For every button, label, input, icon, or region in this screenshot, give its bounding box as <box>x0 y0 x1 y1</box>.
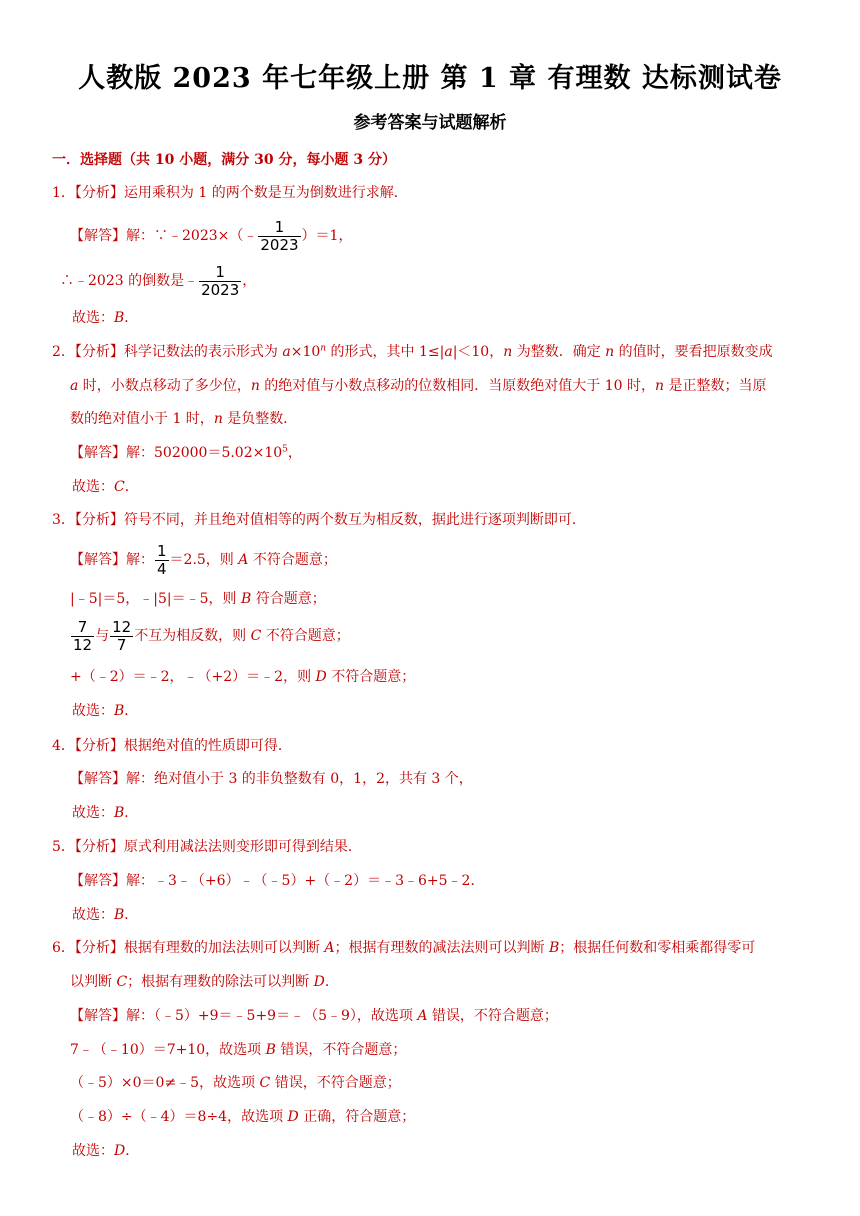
q3-analysis: 3．【分析】符号不同，并且绝对值相等的两个数互为相反数，据此进行逐项判断即可． <box>52 512 586 528</box>
text: 是正整数；当原 <box>664 378 767 394</box>
denominator: 2023 <box>201 280 240 299</box>
text: ． <box>124 703 139 719</box>
fraction <box>258 219 300 254</box>
text: 7﹣（﹣10）＝7+10，故选项 <box>70 1042 266 1058</box>
text: ． <box>124 479 139 495</box>
text: ． <box>124 805 139 821</box>
q4-choice <box>72 803 138 823</box>
denominator: 12 <box>73 635 93 654</box>
text: 6．【分析】根据有理数的加法法则可以判断 <box>52 940 325 956</box>
page-subtitle: 参考答案与试题解析 <box>353 113 507 133</box>
q2-analysis-line3 <box>70 409 297 429</box>
denominator: 2023 <box>260 235 299 254</box>
q2-analysis-line1 <box>52 342 773 362</box>
text: 时，小数点移动了多少位， <box>78 378 251 394</box>
text: 2．【分析】科学记数法的表示形式为 <box>52 344 283 360</box>
text: 故选： <box>72 1143 114 1159</box>
text: （﹣8）÷（﹣4）＝8÷4，故选项 <box>70 1109 288 1125</box>
fraction <box>110 619 133 654</box>
var: B <box>240 591 252 607</box>
var: C <box>259 1075 271 1091</box>
text: 的绝对值与小数点移动的位数相同．当原数绝对值大于 10 时， <box>259 378 656 394</box>
text: 【解答】解： <box>70 552 154 568</box>
choice-letter: B <box>114 703 125 719</box>
q5-answer: 【解答】解：﹣3﹣（+6）﹣（﹣5）+（﹣2）＝﹣3﹣6+5﹣2． <box>70 873 485 889</box>
text: 错误，不符合题意； <box>270 1075 401 1091</box>
page-title: 人教版 2023 年七年级上册 第 1 章 有理数 达标测试卷 <box>78 63 782 94</box>
q4-answer: 【解答】解：绝对值小于 3 的非负整数有 0，1，2，共有 3 个， <box>70 771 473 787</box>
q2-answer <box>70 443 302 463</box>
var: a <box>444 344 453 360</box>
var: A <box>238 552 249 568</box>
text: ；根据有理数的减法法则可以判断 <box>334 940 549 956</box>
denominator: 4 <box>157 559 167 578</box>
var: B <box>265 1042 276 1058</box>
q6-answer-line2 <box>70 1040 406 1060</box>
var: D <box>315 669 327 685</box>
q1-choice <box>72 308 138 328</box>
q1-answer-line1 <box>70 217 352 255</box>
text: ． <box>125 1143 140 1159</box>
text: 故选： <box>72 310 114 326</box>
text: ， <box>242 273 257 289</box>
q3-choice <box>72 701 138 721</box>
text: ． <box>124 310 139 326</box>
var: n <box>213 411 223 427</box>
text: ∴﹣2023 的倒数是﹣ <box>60 273 199 289</box>
superscript: 5 <box>282 444 288 455</box>
text: 不符合题意； <box>248 552 337 568</box>
q2-analysis-line2 <box>70 376 767 396</box>
text: 故选： <box>72 907 114 923</box>
q4-analysis: 4．【分析】根据绝对值的性质即可得． <box>52 738 292 754</box>
q3-answer-line1 <box>70 541 337 579</box>
text: ＝2.5，则 <box>169 552 239 568</box>
text: 与 <box>95 628 110 644</box>
numerator: 7 <box>71 619 94 637</box>
text: 的形式，其中 1≤| <box>326 344 445 360</box>
text: 【解答】解：∵﹣2023×（﹣ <box>70 228 258 244</box>
q1-answer-line2 <box>60 262 256 300</box>
text: （﹣5）×0＝0≠﹣5，故选项 <box>70 1075 260 1091</box>
q6-answer-line3 <box>70 1073 401 1093</box>
text: 数的绝对值小于 1 时， <box>70 411 214 427</box>
fraction <box>155 543 169 578</box>
text: ；根据任何数和零相乘都得零可 <box>559 940 756 956</box>
q5-analysis: 5．【分析】原式利用减法法则变形即可得到结果． <box>52 839 362 855</box>
q3-answer-line2 <box>70 589 326 609</box>
var: n <box>250 378 260 394</box>
q1-analysis: 1．【分析】运用乘积为 1 的两个数是互为倒数进行求解． <box>52 185 408 201</box>
text: 故选： <box>72 703 114 719</box>
text: 错误，不符合题意； <box>275 1042 407 1058</box>
text: 是负整数． <box>222 411 298 427</box>
q3-answer-line4 <box>70 667 415 687</box>
q6-analysis-line1 <box>52 938 755 958</box>
text: |﹣5|＝5，﹣|5|＝﹣5，则 <box>70 591 241 607</box>
q6-answer-line1 <box>70 1006 558 1026</box>
text: 不符合题意； <box>326 669 416 685</box>
text: 以判断 <box>70 974 117 990</box>
text: 不互为相反数，则 <box>134 628 251 644</box>
text: +（﹣2）＝﹣2，﹣（+2）＝﹣2，则 <box>70 669 316 685</box>
text: ×10 <box>290 344 321 360</box>
q3-answer-line3 <box>70 617 350 655</box>
numerator: 1 <box>258 219 300 237</box>
choice-letter: B <box>114 310 125 326</box>
numerator: 1 <box>157 541 167 560</box>
text: 错误，不符合题意； <box>427 1008 558 1024</box>
text: ． <box>124 907 139 923</box>
var: C <box>116 974 128 990</box>
var: a <box>282 344 291 360</box>
text: 正确，符合题意； <box>298 1109 416 1125</box>
text: 为整数．确定 <box>512 344 606 360</box>
text: ， <box>287 445 302 461</box>
text: 【解答】解：502000＝5.02×10 <box>70 445 283 461</box>
choice-letter: C <box>114 479 125 495</box>
var: A <box>417 1008 428 1024</box>
q6-answer-line4 <box>70 1107 415 1127</box>
q6-analysis-line2 <box>70 972 339 992</box>
choice-letter: B <box>114 805 125 821</box>
var: A <box>324 940 335 956</box>
fraction <box>71 619 94 654</box>
superscript: n <box>320 343 327 354</box>
q6-choice <box>72 1141 139 1161</box>
text: 符合题意； <box>251 591 326 607</box>
text: ；根据有理数的除法可以判断 <box>127 974 314 990</box>
fraction <box>199 264 241 299</box>
numerator: 12 <box>112 617 132 636</box>
text: ． <box>324 974 339 990</box>
text: 不符合题意； <box>261 628 350 644</box>
var: C <box>250 628 262 644</box>
text: 【解答】解：（﹣5）+9＝﹣5+9＝﹣（5﹣9），故选项 <box>70 1008 418 1024</box>
choice-letter: B <box>114 907 125 923</box>
text: ）＝1， <box>301 228 353 244</box>
numerator: 1 <box>199 264 241 282</box>
var: n <box>503 344 513 360</box>
choice-letter: D <box>114 1143 126 1159</box>
var: B <box>548 940 560 956</box>
q5-choice <box>72 905 138 925</box>
var: a <box>70 378 79 394</box>
denominator: 7 <box>116 635 127 654</box>
section-heading: 一．选择题（共 10 小题，满分 30 分，每小题 3 分） <box>52 152 396 168</box>
var: D <box>313 974 325 990</box>
q2-choice <box>72 477 139 497</box>
text: 的值时，要看把原数变成 <box>614 344 773 360</box>
var: n <box>655 378 665 394</box>
text: |＜10， <box>452 344 504 360</box>
text: 故选： <box>72 479 114 495</box>
var: n <box>605 344 615 360</box>
var: D <box>287 1109 299 1125</box>
text: 故选： <box>72 805 114 821</box>
